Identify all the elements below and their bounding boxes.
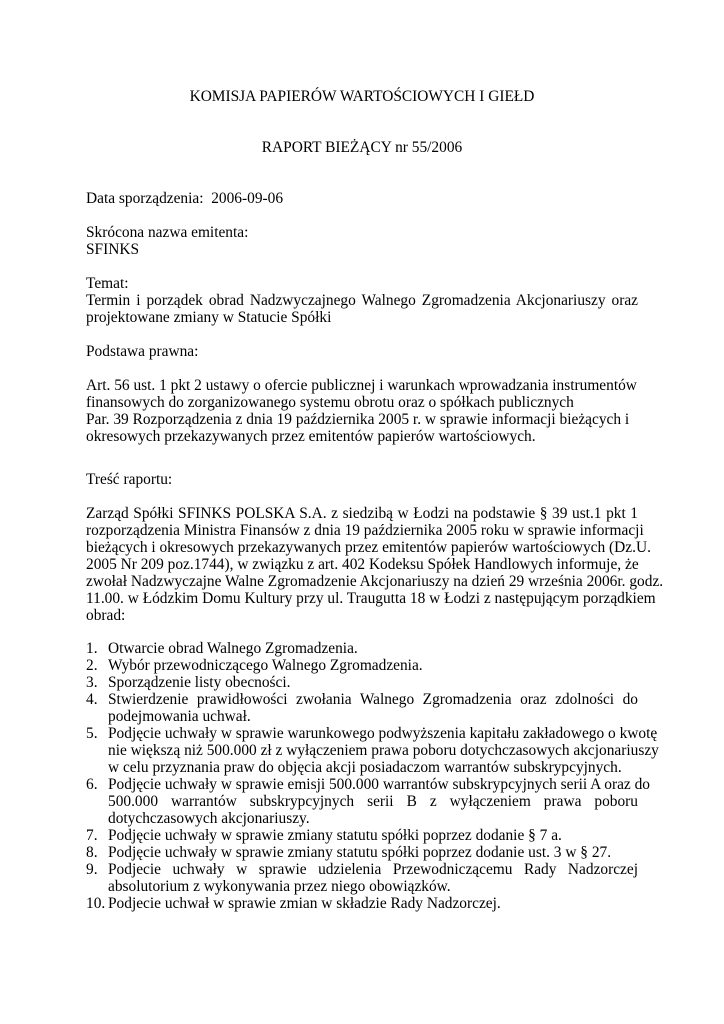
- agenda-item: [86, 827, 638, 844]
- agenda-item-text: Sporządzenie listy obecności.: [108, 674, 291, 691]
- issuer-value: SFINKS: [86, 241, 140, 258]
- agenda-item: [86, 861, 638, 895]
- agenda-item-number: 6.: [86, 776, 98, 793]
- content-label: Treść raportu:: [86, 471, 173, 488]
- agenda-item-number: 9.: [86, 861, 98, 878]
- agenda-item-text: nie większą niż 500.000 zł z wyłączeniem prawa poboru dotychczasowych akcjonariuszy: [108, 742, 659, 759]
- agenda-item: [86, 725, 659, 776]
- agenda-item-number: 3.: [86, 674, 98, 691]
- agenda-item-number: 4.: [86, 691, 98, 708]
- agenda-item-number: 8.: [86, 844, 98, 861]
- legal-basis-line: Par. 39 Rozporządzenia z dnia 19 października 2005 r. w sprawie informacji bieżących i: [86, 411, 630, 428]
- agenda-item-text: Podjęcie uchwały w sprawie zmiany statutu spółki poprzez dodanie ust. 3 w § 27.: [108, 844, 612, 861]
- agenda-item-number: 7.: [86, 827, 98, 844]
- legal-basis-line: Art. 56 ust. 1 pkt 2 ustawy o ofercie publicznej i warunkach wprowadzania instrumentów: [86, 377, 637, 394]
- issuer-label: Skrócona nazwa emitenta:: [86, 224, 249, 241]
- content-paragraph-line: Zarząd Spółki SFINKS POLSKA S.A. z siedzibą w Łodzi na podstawie § 39 ust.1 pkt 1: [86, 505, 638, 522]
- agenda-item-number: 1.: [86, 640, 98, 657]
- date-line: [86, 190, 283, 207]
- agenda-item-text: Wybór przewodniczącego Walnego Zgromadzenia.: [108, 657, 423, 674]
- agenda-list: [86, 640, 659, 912]
- agenda-item-text: Podjęcie uchwały w sprawie warunkowego podwyższenia kapitału zakładowego o kwotę: [108, 725, 658, 742]
- content-paragraph-line: rozporządzenia Ministra Finansów z dnia 19 października 2005 roku w sprawie informacji: [86, 522, 644, 539]
- agenda-item-number: 5.: [86, 725, 98, 742]
- subject-line-2: projektowane zmiany w Statucie Spółki: [86, 309, 332, 326]
- legal-basis-line: okresowych przekazywanych przez emitentów papierów wartościowych.: [86, 428, 536, 445]
- content-paragraph-line: 2005 Nr 209 poz.1744), w związku z art. 402 Kodeksu Spółek Handlowych informuje, że: [86, 556, 639, 573]
- legal-basis-line: finansowych do zorganizowanego systemu obrotu oraz o spółkach publicznych: [86, 394, 574, 411]
- agenda-item: [86, 674, 638, 691]
- content-paragraph-line: 11.00. w Łódzkim Domu Kultury przy ul. Traugutta 18 w Łodzi z następującym porządkiem: [86, 590, 656, 607]
- content-paragraph-line: bieżących i okresowych przekazywanych przez emitentów papierów wartościowych (Dz.U.: [86, 539, 651, 556]
- date-value: 2006-09-06: [211, 190, 284, 207]
- subject-label: Temat:: [86, 275, 129, 292]
- agenda-item-text: Podjecie uchwał w sprawie zmian w składzie Rady Nadzorczej.: [108, 895, 501, 912]
- agenda-item-number: 10.: [86, 895, 106, 912]
- agenda-item: [86, 895, 638, 912]
- legal-basis-label: Podstawa prawna:: [86, 343, 199, 360]
- report-title: RAPORT BIEŻĄCY nr 55/2006: [261, 139, 463, 156]
- agenda-item-text: Podjęcie uchwały w sprawie zmiany statutu spółki poprzez dodanie § 7 a.: [108, 827, 562, 844]
- agenda-item: [86, 691, 638, 725]
- agenda-item-text: Podjecie uchwały w sprawie udzielenia Przewodniczącemu Rady Nadzorczej: [108, 861, 638, 878]
- agenda-item: [86, 640, 638, 657]
- agenda-item: [86, 776, 650, 827]
- agenda-item-text: w celu przyznania praw do objęcia akcji posiadaczom warrantów subskrypcyjnych.: [108, 759, 622, 776]
- agenda-item-number: 2.: [86, 657, 98, 674]
- date-label: Data sporządzenia:: [86, 190, 204, 207]
- agenda-item-text: 500.000 warrantów subskrypcyjnych serii B z wyłączeniem prawa poboru: [108, 793, 638, 810]
- subject-line-1: Termin i porządek obrad Nadzwyczajnego Walnego Zgromadzenia Akcjonariuszy oraz: [86, 292, 638, 309]
- content-paragraph-line: zwołał Nadzwyczajne Walne Zgromadzenie Akcjonariuszy na dzień 29 września 2006r. godz.: [86, 573, 664, 590]
- agenda-item-text: podejmowania uchwał.: [108, 708, 251, 725]
- agenda-item-text: Podjęcie uchwały w sprawie emisji 500.000 warrantów subskrypcyjnych serii A oraz do: [108, 776, 650, 793]
- agenda-item-text: absolutorium z wykonywania przez niego obowiązków.: [108, 878, 451, 895]
- agenda-item-text: Otwarcie obrad Walnego Zgromadzenia.: [108, 640, 358, 657]
- agenda-item: [86, 844, 638, 861]
- agenda-item: [86, 657, 638, 674]
- agenda-item-text: Stwierdzenie prawidłowości zwołania Walnego Zgromadzenia oraz zdolności do: [108, 691, 638, 708]
- institution-heading: KOMISJA PAPIERÓW WARTOŚCIOWYCH I GIEŁD: [189, 88, 535, 105]
- content-paragraph-line: obrad:: [86, 607, 126, 624]
- agenda-item-text: dotychczasowych akcjonariuszy.: [108, 810, 310, 827]
